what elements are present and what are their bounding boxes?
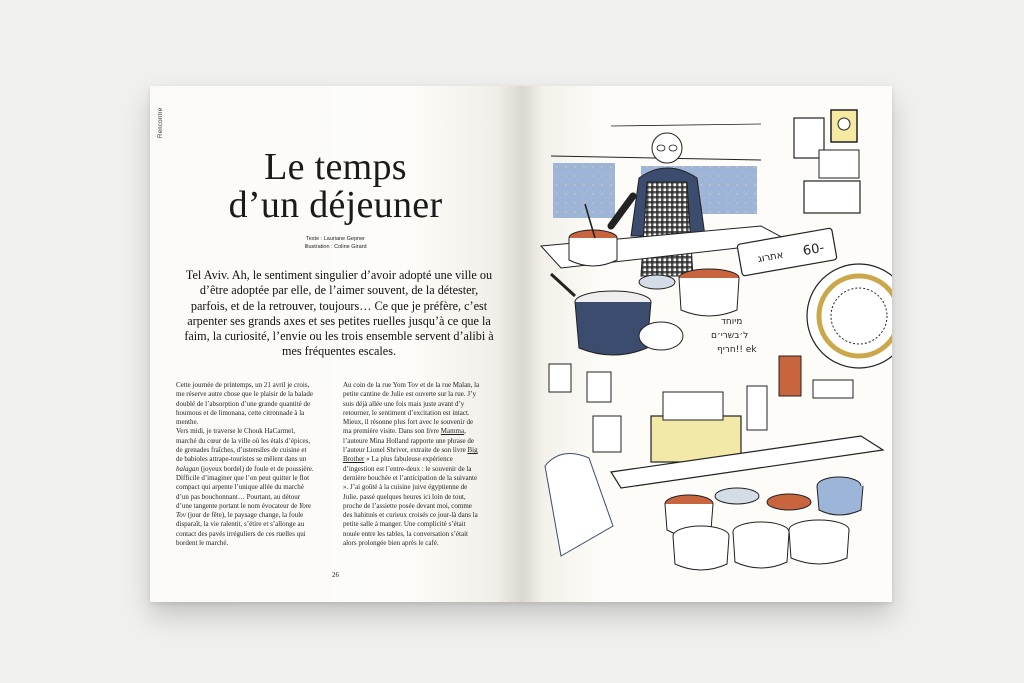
note-line-1: מיוחד [721, 317, 743, 327]
right-page [521, 86, 892, 602]
price-sign-value: 60- [801, 240, 826, 260]
kitchen-illustration [521, 86, 892, 602]
intro-paragraph: Tel Aviv. Ah, le sentiment singulier d’avoir adopté une ville ou d’être adoptée par elle, de l’aimer souvent, de la détester, parfois, et de la retrouver, toujours… Ce que je préfère, c’est arpenter ses grands axes et ses petites ruelles jusqu’à ce que la faim, la curiosité, l’envie ou les trois ensemble servent d’alibi à mes fréquentes escales. [184, 268, 494, 359]
text-run: Vers midi, je traverse le Chouk HaCarmel, marché du cœur de la ville où les étals d’épices, de grenades fraîches, d’ustensiles de cuisine et de babioles attrape-touristes se mêlent dans un [176, 427, 311, 464]
wall-frames [794, 110, 860, 213]
credit-text: Texte : Lauriane Gepner [305, 236, 365, 242]
handwritten-note [711, 317, 757, 355]
credit-illustration: Illustration : Coline Girard [304, 244, 367, 250]
title-line-1: Le temps [264, 146, 407, 188]
left-page [150, 86, 521, 602]
body-column-2 [343, 381, 481, 548]
text-run: (jour de fête), le paysage change, la foule disparaît, la vie ralentit, s’étire et s’allonge au contact des pavés irréguliers de ces ruelles qui bordent le marché. [176, 511, 306, 548]
body-column-1 [176, 381, 314, 548]
col1-paragraph-1: Cette journée de printemps, un 21 avril je crois, me réserve autre chose que le plaisir de la balade doublé de l’absorption d’une grande quantité de houmous et de limonana, cette citronnade à la menthe. [176, 381, 314, 427]
italic-word: balagan [176, 464, 199, 473]
decorative-platter [807, 264, 892, 368]
note-line-3: חריף!! ek [717, 345, 757, 355]
title-line-2: d’un déjeuner [228, 184, 443, 226]
italic-word: Yom Tov [176, 501, 311, 520]
text-run: , l’auteure Mina Holland rapporte une phrase de l’auteur Lionel Shriver, extraite de son livre [343, 427, 475, 455]
red-stew-pot [679, 269, 739, 316]
article-title [150, 148, 521, 224]
section-label: Rencontre [158, 107, 164, 138]
navy-stockpot [551, 274, 651, 355]
col2-paragraph [343, 381, 481, 548]
book-title-big-brother: Big Brother [343, 446, 478, 464]
col1-paragraph-2 [176, 427, 314, 548]
lower-frames [549, 364, 621, 452]
credits [150, 235, 521, 251]
text-run: « La plus fabuleuse expérience d’ingestion est l’entre-deux : le souvenir de la dernière bouchée et l’anticipation de la suivante ». J’ai goûté à la cuisine juive égyptienne de Julie, passé quelques heures ici loin de tout, proche de l’assiette posée devant moi, comme des habitués et curieux croisés ce jour-là dans la petite salle à manger. Une complicité s’était nouée entre les tables, la conversation s’était alors prolongée bien après le café. [343, 455, 478, 548]
book-title-mamma: Mamma [440, 427, 465, 436]
text-run: (joyeux bordel) de foule et de poussière. Difficile d’imaginer que l’on peut quitter le flot compact qui arpente l’unique allée du marché d’un pas bouchonnant… Pourtant, au détour d’une tangente portant le nom évocateur de [176, 464, 314, 510]
price-sign-hebrew: אתרוג [756, 249, 785, 266]
text-run: Au coin de la rue Yom Tov et de la rue Malan, la petite cantine de Julie est ouverte sur la rue. J’y suis déjà allée une fois mais juste avant d’y retourner, le sentiment d’excitation est intact. Mieux, il résonne plus fort avec le souvenir de ma première visite. Dans son livre [343, 381, 480, 436]
page-number: 26 [332, 571, 339, 579]
magazine-spread [150, 86, 892, 602]
serving-pots [665, 477, 863, 570]
note-line-2: ל׳בשרי׳ם [711, 331, 749, 341]
